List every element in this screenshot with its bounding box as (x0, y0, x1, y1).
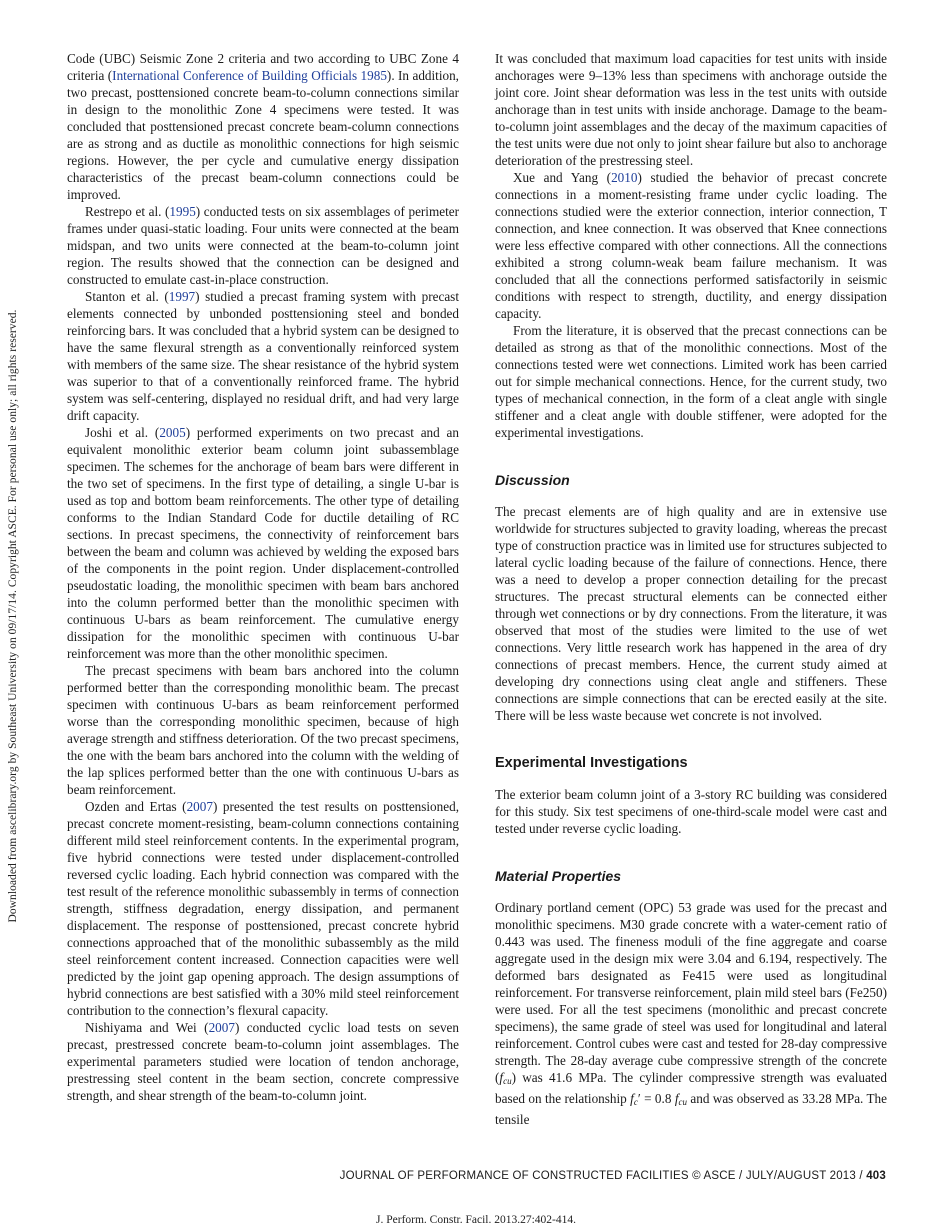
citation-link[interactable]: 2010 (611, 170, 638, 185)
paragraph: Ozden and Ertas (2007) presented the test results on posttensioned, precast concrete moment-resisting, beam-column connections containing different mild steel reinforcement contents. In the experimental program, five hybrid connections were tested under displacement-controlled reversed cyclic loading. Each hybrid connection was compared with the test result of the reference monolithic subassembly in terms of connection strength, stiffness degradation, energy dissipation, and permanent displacement. The response of posttensioned, precast concrete hybrid connections approached that of the monolithic subassembly as the mild steel reinforcement content increased. Connection capacities were well predicted by the joint gap opening approach. The design assumptions of hybrid connections are best satisfied with a 30% mild steel reinforcement contribution to the connection’s flexural capacity. (67, 799, 459, 1018)
paragraph: It was concluded that maximum load capacities for test units with inside anchorages were 9–13% less than specimens with anchorage outside the joint core. Joint shear deformation was less in the test units with outside anchorage than in test units with inside anchorage. Damage to the beam-to-column joint assemblages and the decay of the maximum capacities of the test units were due not only to joint shear failure but also to anchorage deterioration of the prestressing steel. (495, 51, 887, 168)
paragraph: Nishiyama and Wei (2007) conducted cyclic load tests on seven precast, prestressed concrete beam-to-column joint assemblages. The experimental parameters studied were location of tendon anchorage, prestressing steel content in the beam section, concrete compressive strength, and shear strength of the beam-to-column joint. (67, 1020, 459, 1103)
journal-info: JOURNAL OF PERFORMANCE OF CONSTRUCTED FACILITIES © ASCE / JULY/AUGUST 2013 / (339, 1170, 863, 1182)
paragraph: Joshi et al. (2005) performed experiments on two precast and an equivalent monolithic exterior beam column joint subassemblage specimen. The schemes for the anchorage of beam bars were different in the two set of specimens. In the first type of detailing, a single U-bar is used as top and bottom beam reinforcements. The other type of detailing conforms to the Indian Standard Code for ductile detailing of RC sections. In precast specimens, the connectivity of reinforcement bars between the beam and column was achieved by welding the exposed bars of the components in the point region. Under displacement-controlled pseudostatic loading, the monolithic specimen with beam bars anchored into the column performed better than the monolithic specimen with continuous U-bars as beam reinforcement. The cumulative energy dissipation for the monolithic specimen with continuous U-bar reinforcement was more than the other monolithic specimen. (67, 425, 459, 661)
citation-link[interactable]: 2007 (208, 1020, 235, 1035)
paragraph: Stanton et al. (1997) studied a precast framing system with precast elements connected by unbonded posttensioning steel and bonded reinforcing bars. It was concluded that a hybrid system can be designed to have the same flexural strength as a conventionally reinforced system with members of the same size. The shear resistance of the hybrid system was superior to that of a conventionally reinforced frame. The hybrid system was self-centering, displayed no residual drift, and had very large drift capacity. (67, 289, 459, 423)
paragraph: From the literature, it is observed that the precast connections can be detailed as strong as that of the monolithic connections. Most of the connections tested were wet connections. Limited work has been carried out for simple mechanical connections. Hence, for the current study, two types of mechanical connection, in the form of a cleat angle with single stiffener and a cleat angle with double stiffener, were adopted for the experimental investigations. (495, 323, 887, 440)
section-heading-experimental-investigations: Experimental Investigations (495, 755, 688, 771)
citation-link[interactable]: 1997 (168, 289, 196, 304)
running-footer (340, 1170, 886, 1182)
section-heading-discussion: Discussion (495, 472, 570, 488)
citation-link[interactable]: 2007 (186, 799, 213, 814)
fc-prime-symbol: $f_c$ (630, 1091, 638, 1107)
paragraph: Xue and Yang (2010) studied the behavior of precast concrete connections in a moment-resisting frame under cyclic loading. The connections studied were the exterior connection, interior connection, T connection, and knee connection. It was observed that Knee connections were less effective compared with other connections. All the connections exhibited a strong column-weak beam failure mechanism. It was concluded that all the connections performed satisfactorily in seismic conditions with respect to strength, ductility, and energy dissipation capacity. (495, 170, 888, 321)
right-column (495, 50, 887, 1128)
paragraph: The precast specimens with beam bars anchored into the column performed better than the corresponding monolithic beam. The precast specimen with continuous U-bars as beam reinforcement performed worse than the corresponding monolithic specimen, because of high average strength and stiffness deterioration. Of the two precast specimens, the one with the beam bars anchored into the column with the welding of the lap splices performed better than the one with continuous U-bars as beam reinforcement. (67, 663, 459, 797)
citation-link[interactable]: 1995 (169, 204, 196, 219)
fcu-symbol: $f_{cu}$ (499, 1070, 512, 1086)
paragraph: Ordinary portland cement (OPC) 53 grade was used for the precast and monolithic specimens. M30 grade concrete with a water-cement ratio of 0.443 was used. The fineness moduli of the fine aggregate and coarse aggregate used in the design mix were 3.04 and 6.194, respectively. The deformed bars designated as Fe415 were used as longitudinal reinforcement. For transverse reinforcement, plain mild steel bars (Fe250) were used. For all the test specimens (monolithic and precast concrete specimens), the same grade of steel was used for longitudinal and lateral reinforcement. Control cubes were cast and tested for 28-day compressive strength. The 28-day average cube compressive strength of the concrete $(f_{cu})$ was 41.6 MPa. The cylinder compressive strength was evaluated based on the relationship $f_c' = 0.8$ $f_{cu}$ and was observed as 33.28 MPa. The tensile (495, 900, 887, 1127)
paragraph: Code (UBC) Seismic Zone 2 criteria and two according to UBC Zone 4 criteria (International Conference of Building Officials 1985). In addition, two precast, posttensioned concrete beam-to-column connections similar in design to the monolithic Zone 4 specimens were tested. It was concluded that posttensioned precast concrete beam-column connections are as strong and as ductile as monolithic connections for high seismic regions. However, the per cycle and cumulative energy dissipation characteristics of the precast beam-column connections could be improved. (67, 51, 459, 202)
section-heading-material-properties: Material Properties (495, 868, 622, 884)
citation-link[interactable]: International Conference of Building Officials 1985 (112, 68, 387, 83)
paragraph: The exterior beam column joint of a 3-story RC building was considered for this study. Six test specimens of one-third-scale model were cast and tested under reverse cyclic loading. (495, 787, 887, 836)
article-citation: J. Perform. Constr. Facil. 2013.27:402-414. (376, 1214, 576, 1226)
citation-link[interactable]: 2005 (159, 425, 186, 440)
paragraph: The precast elements are of high quality and are in extensive use worldwide for structures subjected to gravity loading, whereas the precast type of construction practice was in limited use for structures subjected to lateral cyclic loading because of the failure of connections. Hence, there was a need to develop a proper connection detailing for the precast structures. The precast structural elements can be connected either through wet connections or by dry connections. From the literature, it was observed that most of the studies were limited to the use of wet connections. Very little research work has happened in the area of dry connections of precast members. Hence, the current study aimed at developing dry connections using cleat angle and stiffeners. These connections are simple connections that can be erected easily at the site. There will be less waste because wet concrete is not involved. (495, 504, 887, 723)
page-number: 403 (866, 1170, 886, 1182)
download-notice-sidebar (0, 0, 26, 1232)
download-notice: Downloaded from ascelibrary.org by Southeast University on 09/17/14. Copyright ASCE. For personal use only; all rights reserved. (7, 309, 19, 923)
left-column (67, 50, 459, 1104)
fcu-symbol: $f_{cu}$ (674, 1091, 687, 1107)
paragraph: Restrepo et al. (1995) conducted tests on six assemblages of perimeter frames under quasi-static loading. Four units were connected at the beam midspan, and two units were connected at the beam-to-column joint region. The results showed that the connection can be designed and constructed to emulate cast-in-place construction. (67, 204, 459, 287)
